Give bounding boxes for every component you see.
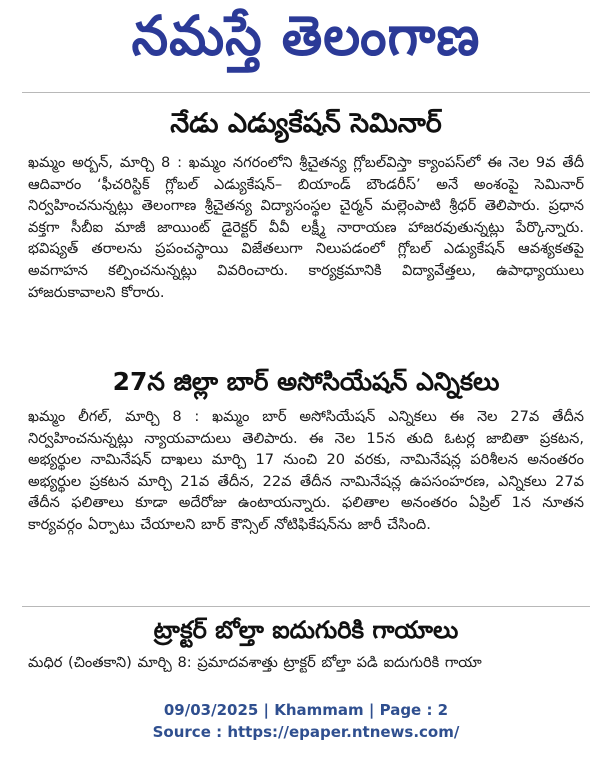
article-education-seminar [28, 102, 584, 303]
article-body-text: ఖమ్మం లీగల్, మార్చి 8 : ఖమ్మం బార్ అసోసియేషన్ ఎన్నికలు ఈ నెల 27వ తేదీన నిర్వహించనున్నట్లు న్యాయవాదులు తెలిపారు. ఈ నెల 15న తుది ఓటర్ల జాబితా ప్రకటన, అభ్యర్థుల నామినేషన్ దాఖలు మార్చి 17 నుంచి 20 వరకు, నామినేషన్ల పరిశీలన అనంతరం అభ్యర్థుల ప్రకటన మార్చి 21వ తేదీన, 22వ తేదీన నామినేషన్ల ఉపసంహరణ, ఎన్నికలు 27వ తేదీన ఫలితాలు కూడా అదేరోజు ఉంటాయన్నారు. ఫలితాల అనంతరం ఏప్రిల్ 1న నూతన కార్యవర్గం ఏర్పాటు చేయాలని బార్ కౌన్సిల్ నోటిఫికేషన్‌ను జారీ చేసింది. [28, 408, 584, 533]
article-body [28, 406, 584, 536]
article-bar-association-elections [28, 362, 584, 536]
article-body [28, 152, 584, 303]
article-headline: 27న జిల్లా బార్ అసోసియేషన్ ఎన్నికలు [112, 367, 500, 396]
footer-meta: 09/03/2025 | Khammam | Page : 2 [163, 701, 449, 719]
footer-source: Source : https://epaper.ntnews.com/ [152, 723, 460, 741]
article-headline: ట్రాక్టర్ బోల్తా ఐదుగురికి గాయాలు [153, 616, 459, 644]
masthead-logo-text: నమస్తే తెలంగాణ [131, 4, 481, 68]
article-body-text: ఖమ్మం అర్బన్, మార్చి 8 : ఖమ్మం నగరంలోని శ్రీచైతన్య గ్లోబల్‌విస్తా క్యాంపస్‌లో ఈ నెల 9వ తేదీ ఆదివారం ‘ఫీచరిస్టిక్ గ్లోబల్ ఎడ్యుకేషన్– బియాండ్ బౌండరీస్’ అనే అంశంపై సెమినార్ నిర్వహించనున్నట్లు తెలంగాణ శ్రీచైతన్య విద్యాసంస్థల చైర్మన్ మల్లెంపాటి శ్రీధర్ తెలిపారు. ప్రధాన వక్తగా సీబీఐ మాజీ జాయింట్ డైరెక్టర్ వీవీ లక్ష్మీ నారాయణ హాజరవుతున్నట్లు పేర్కొన్నారు. భవిష్యత్ తరాలను ప్రపంచస్థాయి విజేతలుగా నిలుపడంలో గ్లోబల్ ఎడ్యుకేషన్ ఆవశ్యకతపై అవగాహన కల్పించనున్నట్లు వివరించారు. కార్యక్రమానికి విద్యావేత్తలు, ఉపాధ్యాయులు హాజరుకావాలని కోరారు. [28, 154, 584, 301]
newspaper-masthead [0, 0, 612, 86]
article-headline: నేడు ఎడ్యుకేషన్ సెమినార్ [170, 108, 442, 139]
article-body-text: మధిర (చింతకాని) మార్చి 8: ప్రమాదవశాత్తు ట్రాక్టర్ బోల్తా పడి ఐదుగురికి గాయా [28, 654, 482, 671]
article-body [28, 652, 584, 674]
masthead-divider [22, 92, 590, 93]
article-divider [22, 606, 590, 607]
article-tractor-accident [28, 610, 584, 674]
